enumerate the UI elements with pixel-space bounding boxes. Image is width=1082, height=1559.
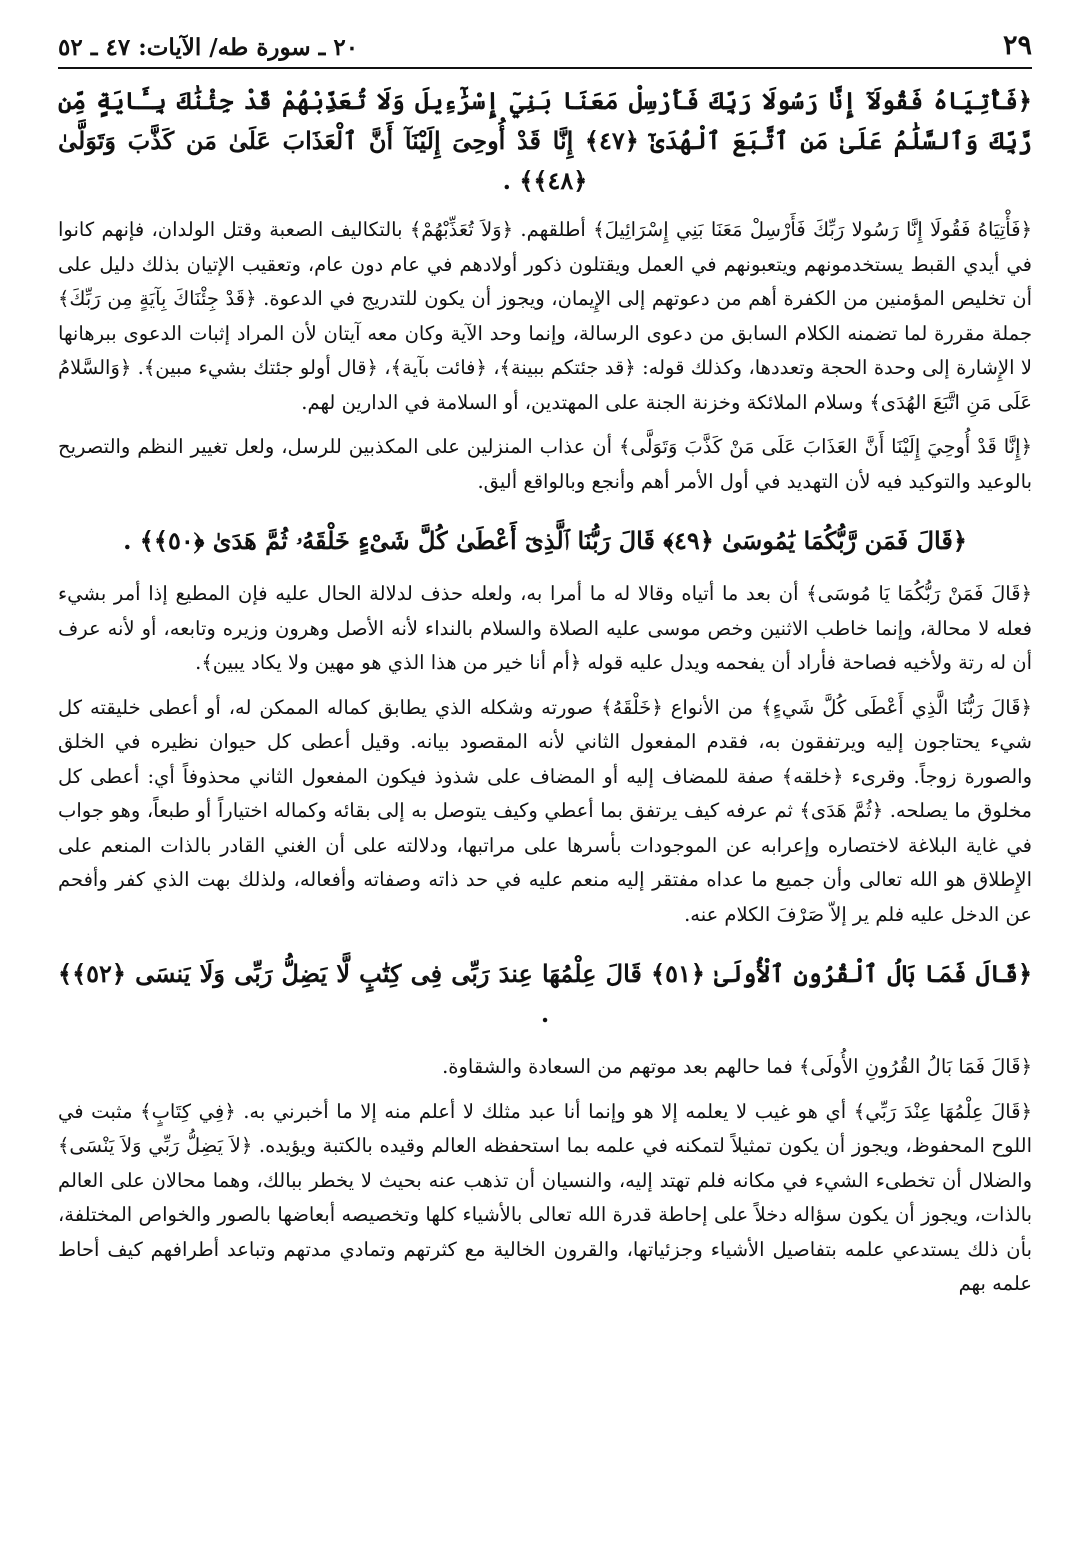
quran-verse: ﴿قَالَ فَمَن رَّبُّكُمَا يَٰمُوسَىٰ ﴿٤٩﴾ قَالَ رَبُّنَا ٱلَّذِىٓ أَعْطَىٰ كُلَّ شَىْءٍ خَلْقَهُۥ ثُمَّ هَدَىٰ ﴿٥٠﴾﴾ .	[123, 526, 967, 555]
page-header	[58, 30, 1032, 69]
sura-label: ٢٠ ـ سورة طه/ الآيات: ٤٧ ـ ٥٢	[58, 34, 359, 61]
commentary-paragraph: ﴿قَالَ فَمَنْ رَبُّكُمَا يَا مُوسَى﴾ أن بعد ما أتياه وقالا له ما أمرا به، ولعله حذف لدلالة الحال عليه فإن المطيع إذا أمر بشيء فعله لا محالة، وإنما خاطب الاثنين وخص موسى عليه الصلاة والسلام بالنداء لأنه الأصل وهرون وزيره وتابعه، أو لأنه عرف أن له رتة ولأخيه فصاحة فأراد أن يفحمه ويدل عليه قوله ﴿أم أنا خير من هذا الذي هو مهين ولا يكاد يبين﴾.	[58, 582, 1032, 674]
quran-verse: ﴿قَالَ فَمَا بَالُ ٱلْقُرُونِ ٱلْأُولَىٰ ﴿٥١﴾ قَالَ عِلْمُهَا عِندَ رَبِّى فِى كِتَٰبٍ لَّا يَضِلُّ رَبِّى وَلَا يَنسَى ﴿٥٢﴾﴾ .	[58, 959, 1033, 1028]
commentary-paragraph: ﴿قَالَ فَمَا بَالُ القُرُونِ الأُولَى﴾ فما حالهم بعد موتهم من السعادة والشقاوة.	[442, 1055, 1032, 1078]
commentary-paragraph: ﴿قَالَ عِلْمُهَا عِنْدَ رَبِّي﴾ أي هو غيب لا يعلمه إلا هو وإنما أنا عبد مثلك لا أعلم منه إلا ما أخبرني به. ﴿فِي كِتَابٍ﴾ مثبت في اللوح المحفوظ، ويجوز أن يكون تمثيلاً لتمكنه في علمه بما استحفظه العالم وقيده بالكتبة ويؤيده. ﴿لاَ يَضِلُّ رَبِّي وَلاَ يَنْسَى﴾ والضلال أن تخطىء الشيء في مكانه فلم تهتد إليه، والنسيان أن تذهب عنه بحيث لا يخطر ببالك، وهما محالان على العالم بالذات، ويجوز أن يكون سؤاله دخلاً على إحاطة قدرة الله تعالى بالأشياء كلها وتخصيصه أبعاضها بالصور والخواص المختلفة، بأن ذلك يستدعي علمه بتفاصيل الأشياء وجزئياتها، والقرون الخالية مع كثرتهم وتمادي مدتهم وتباعد أطرافهم كيف أحاط علمه بهم	[58, 1099, 1032, 1295]
page-number: ٢٩	[1002, 30, 1032, 61]
quran-verse: ﴿فَأْتِيَاهُ فَقُولَآ إِنَّا رَسُولَا رَبِّكَ فَأَرْسِلْ مَعَنَا بَنِيٓ إِسْرَٰٓءِيلَ وَلَا تُعَذِّبْهُمْ قَدْ جِئْنَٰكَ بِـَٔايَةٍ مِّن رَّبِّكَ وَٱلسَّلَٰمُ عَلَىٰ مَنِ ٱتَّبَعَ ٱلْهُدَىٰٓ ﴿٤٧﴾ إِنَّا قَدْ أُوحِىَ إِلَيْنَآ أَنَّ ٱلْعَذَابَ عَلَىٰ مَن كَذَّبَ وَتَوَلَّىٰ ﴿٤٨﴾﴾ .	[58, 86, 1032, 195]
commentary-paragraph: ﴿إِنَّا قَدْ أُوحِيَ إِلَيْنَا أَنَّ العَذَابَ عَلَى مَنْ كَذَّبَ وَتَوَلَّى﴾ أن عذاب المنزلين على المكذبين للرسل، ولعل تغيير النظم والتصريح بالوعيد والتوكيد فيه لأن التهديد في أول الأمر أهم وأنجع وبالواقع أليق.	[58, 435, 1032, 493]
commentary-paragraph: ﴿قَالَ رَبُّنَا الَّذِي أَعْطَى كُلَّ شَيءٍ﴾ من الأنواع ﴿خَلْقَهُ﴾ صورته وشكله الذي يطابق كماله الممكن له، أو أعطى خليقته كل شيء يحتاجون إليه ويرتفقون به، فقدم المفعول الثاني لأنه المقصود بيانه. وقيل أعطى كل حيوان نظيره في الخلق والصورة زوجاً. وقرىء ﴿خلقه﴾ صفة للمضاف إليه أو المضاف على شذوذ فيكون المفعول الثاني محذوفاً أي: أعطى كل مخلوق ما يصلحه. ﴿ثُمَّ هَدَى﴾ ثم عرفه كيف يرتفق بما أعطي وكيف يتوصل به إلى بقائه وكماله اختياراً أو طبعاً، وهو جواب في غاية البلاغة لاختصاره وإعرابه عن الموجودات بأسرها على مراتبها، ودلالته على أن الغني القادر بالذات المنعم على الإِطلاق هو الله تعالى وأن جميع ما عداه مفتقر إليه منعم عليه في حد ذاته وصفاته وأفعاله، ولذلك بهت الذي كفر وأفحم عن الدخل عليه فلم ير إلاّ صَرْفَ الكلام عنه.	[58, 695, 1032, 926]
commentary-paragraph: ﴿فَأْتِيَاهُ فَقُولَا إِنَّا رَسُولا رَبِّكَ فَأَرْسِلْ مَعَنَا بَنِي إِسْرَائِيلَ﴾ أطلقهم. ﴿وَلاَ تُعَذِّبْهُمْ﴾ بالتكاليف الصعبة وقتل الولدان، فإنهم كانوا في أيدي القبط يستخدمونهم ويتعبونهم في العمل ويقتلون ذكور أولادهم في عام دون عام، وتعقيب الإتيان بذلك دليل على أن تخليص المؤمنين من الكفرة أهم من دعوتهم إلى الإِيمان، ويجوز أن يكون للتدريج في الدعوة. ﴿قَدْ جِئْنَاكَ بِآيَةٍ مِن رَبِّكَ﴾ جملة مقررة لما تضمنه الكلام السابق من دعوى الرسالة، وإنما وحد الآية وكان معه آيتان لأن المراد إثبات الدعوى ببرهانها لا الإِشارة إلى وحدة الحجة وتعددها، وكذلك قوله: ﴿قد جئتكم ببينة﴾، ﴿فائت بآية﴾، ﴿قال أولو جئتك بشيء مبين﴾. ﴿وَالسَّلامُ عَلَى مَنِ اتَّبَعَ الهُدَى﴾ وسلام الملائكة وخزنة الجنة على المهتدين، أو السلامة في الدارين لهم.	[58, 218, 1032, 414]
